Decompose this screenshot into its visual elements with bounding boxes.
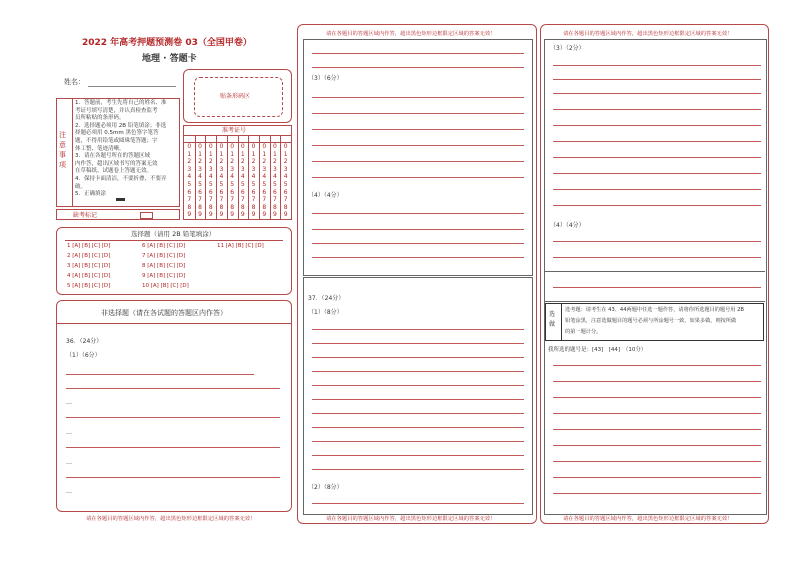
column-2 — [297, 24, 537, 524]
exam-digit-bubble[interactable]: 1 — [240, 150, 245, 158]
q36-label: 36．（24分） — [66, 338, 103, 345]
exam-digit-bubble[interactable]: 6 — [251, 188, 256, 196]
exam-digit-bubble[interactable]: 4 — [187, 173, 192, 181]
exam-digit-bubble[interactable]: 4 — [273, 173, 277, 181]
exam-digit-bubble[interactable]: 1 — [273, 150, 277, 158]
exam-digit-bubble[interactable]: 0 — [262, 143, 267, 150]
exam-digit-bubble[interactable]: 2 — [230, 158, 235, 166]
exam-digit-bubble[interactable]: 2 — [251, 158, 256, 166]
note-line: 考证号填写清楚，并认真检查监考 — [75, 107, 158, 114]
col2-q3: （3）（6分） — [308, 75, 343, 82]
page-subtitle: 地理 · 答题卡 — [142, 54, 197, 64]
exam-digit-bubble[interactable]: 6 — [187, 188, 192, 196]
exam-digit-bubble[interactable]: 8 — [251, 203, 256, 211]
exam-digit-bubble[interactable]: 4 — [240, 173, 245, 181]
barcode-label: 贴条形码区 — [220, 93, 251, 100]
exam-digit-bubble[interactable]: 4 — [208, 173, 213, 181]
column-3 — [540, 24, 769, 524]
fill-sample — [116, 198, 125, 201]
non-mcq-title: 非选择题（请在各试题的答题区内作答） — [101, 309, 227, 317]
exam-digit-bubble[interactable]: 2 — [283, 158, 288, 166]
exam-digit-bubble[interactable]: 6 — [230, 188, 235, 196]
exam-digit-bubble[interactable]: 6 — [208, 188, 213, 196]
exam-digit-bubble[interactable]: 7 — [230, 196, 235, 204]
exam-number-grid — [183, 125, 292, 220]
elective-box — [545, 303, 764, 341]
exam-digit-bubble[interactable]: 3 — [251, 165, 256, 173]
note-line: 破。 — [75, 183, 87, 190]
exam-digit-bubble[interactable]: 8 — [208, 203, 213, 211]
exam-digit-bubble[interactable]: 6 — [219, 188, 224, 196]
exam-digit-bubble[interactable]: 0 — [198, 143, 202, 150]
exam-digit-bubble[interactable]: 9 — [230, 211, 235, 219]
exam-digit-bubble[interactable]: 5 — [208, 181, 213, 188]
note-line: 内作答，超出区域书写的答案无效 — [75, 160, 158, 167]
exam-digit-bubble[interactable]: 1 — [219, 150, 224, 158]
mcq-item[interactable]: 1 [A] [B] [C] [D] — [67, 243, 111, 249]
exam-digit-bubble[interactable]: 6 — [240, 188, 245, 196]
col2-q37: 37．（24分） — [308, 295, 345, 302]
elective-text-1: 选考题：请考生在 43、44两题中任选一题作答，请将你所选题目的题号用 2B — [565, 307, 744, 313]
exam-digit-bubble[interactable]: 6 — [262, 188, 267, 196]
exam-digit-bubble[interactable]: 4 — [219, 173, 224, 181]
col3-warning-bottom: 请在各题目的答题区域内作答，超出黑色矩形边框限定区域的答案无效！ — [563, 516, 733, 522]
exam-digit-bubble[interactable]: 8 — [262, 203, 267, 211]
note-line: 在草稿纸、试题卷上答题无效。 — [75, 168, 153, 175]
exam-digit-bubble[interactable]: 5 — [273, 181, 277, 188]
note-line: 5．正确填涂 — [75, 191, 106, 198]
note-line: 3．请在各题号所在的答题区域 — [75, 153, 151, 160]
exam-digit-bubble[interactable]: 7 — [251, 196, 256, 204]
notes-title: 注意事项 — [59, 131, 66, 169]
q36-sub1: （1）（6分） — [66, 352, 101, 359]
exam-digit-bubble[interactable]: 7 — [187, 196, 192, 204]
mcq-box — [56, 227, 292, 295]
mcq-item[interactable]: 10 [A] [B] [C] [D] — [142, 283, 189, 289]
exam-digit-bubble[interactable]: 9 — [187, 211, 192, 219]
missing-label: 缺考标记 — [73, 212, 98, 219]
elective-choice[interactable]: 我所选的题号是：[43] [44] （10分） — [548, 347, 647, 353]
mcq-item[interactable]: 9 [A] [B] [C] [D] — [142, 273, 186, 279]
mcq-item[interactable]: 3 [A] [B] [C] [D] — [67, 263, 111, 269]
exam-digit-bubble[interactable]: 7 — [240, 196, 245, 204]
exam-digit-bubble[interactable]: 5 — [251, 181, 256, 188]
exam-digit-bubble[interactable]: 1 — [283, 150, 288, 158]
exam-digit-bubble[interactable]: 9 — [208, 211, 213, 219]
exam-digit-bubble[interactable]: 9 — [240, 211, 245, 219]
exam-digit-bubble[interactable]: 4 — [283, 173, 288, 181]
exam-digit-bubble[interactable]: 5 — [283, 181, 288, 188]
name-field[interactable] — [88, 86, 176, 87]
exam-digit-bubble[interactable]: 3 — [230, 165, 235, 173]
exam-digit-bubble[interactable]: 3 — [273, 165, 277, 173]
note-line: 体工整、笔迹清晰。 — [75, 145, 125, 152]
exam-digit-bubble[interactable]: 2 — [273, 158, 277, 166]
exam-digit-bubble[interactable]: 0 — [219, 143, 224, 150]
exam-digit-bubble[interactable]: 0 — [240, 143, 245, 150]
name-label: 姓名： — [64, 78, 85, 86]
note-line: 择题必须用 0.5mm 黑色签字笔答 — [75, 130, 159, 137]
exam-digit-bubble[interactable]: 9 — [219, 211, 224, 219]
exam-digit-bubble[interactable]: 5 — [240, 181, 245, 188]
col3-q4: （4）（4分） — [550, 222, 585, 229]
exam-digit-bubble[interactable]: 8 — [273, 203, 277, 211]
exam-digit-bubble[interactable]: 5 — [219, 181, 224, 188]
exam-digit-bubble[interactable]: 8 — [283, 203, 288, 211]
exam-digit-bubble[interactable]: 3 — [283, 165, 288, 173]
col2-warning-top: 请在各题目的答题区域内作答，超出黑色矩形边框限定区域的答案无效！ — [326, 31, 496, 37]
note-line: 4．保持卡面清洁，不要折叠、不要弄 — [75, 176, 167, 182]
exam-digit-bubble[interactable]: 8 — [240, 203, 245, 211]
non-mcq-box: 非选择题（请在各试题的答题区内作答） 36．（24分） （1）（6分） … … … … — [56, 300, 292, 512]
exam-digit-bubble[interactable]: 0 — [273, 143, 277, 150]
exam-digit-bubble[interactable]: 9 — [251, 211, 256, 219]
elective-label: 选做 — [549, 311, 556, 328]
exam-digit-bubble[interactable]: 0 — [208, 143, 213, 150]
exam-digit-bubble[interactable]: 5 — [198, 181, 202, 188]
exam-digit-bubble[interactable]: 4 — [262, 173, 267, 181]
exam-digit-bubble[interactable]: 0 — [251, 143, 256, 150]
exam-digit-bubble[interactable]: 1 — [198, 150, 202, 158]
exam-digit-bubble[interactable]: 2 — [187, 158, 192, 166]
exam-digit-bubble[interactable]: 2 — [198, 158, 202, 166]
exam-digit-bubble[interactable]: 9 — [262, 211, 267, 219]
exam-digit-bubble[interactable]: 2 — [240, 158, 245, 166]
exam-digit-bubble[interactable]: 8 — [219, 203, 224, 211]
exam-digit-bubble[interactable]: 2 — [262, 158, 267, 166]
exam-digit-bubble[interactable]: 7 — [273, 196, 277, 204]
mcq-item[interactable]: 2 [A] [B] [C] [D] — [67, 253, 111, 259]
col2-q37-1: （1）（8分） — [308, 309, 343, 316]
exam-digit-bubble[interactable]: 3 — [262, 165, 267, 173]
exam-digit-bubble[interactable]: 7 — [219, 196, 224, 204]
elective-text-2: 铅笔涂黑，注意选做题目的题号必须与所涂题号一致，如果多做，则按所做 — [565, 318, 737, 324]
exam-digit-bubble[interactable]: 5 — [262, 181, 267, 188]
missing-checkbox[interactable] — [140, 212, 153, 219]
exam-digit-bubble[interactable]: 1 — [230, 150, 235, 158]
mcq-item[interactable]: 5 [A] [B] [C] [D] — [67, 283, 111, 289]
exam-digit-bubble[interactable]: 7 — [208, 196, 213, 204]
exam-digit-bubble[interactable]: 0 — [283, 143, 288, 150]
exam-digit-bubble[interactable]: 4 — [251, 173, 256, 181]
exam-digit-bubble[interactable]: 6 — [283, 188, 288, 196]
mcq-item[interactable]: 11 [A] [B] [C] [D] — [217, 243, 264, 249]
exam-digit-bubble[interactable]: 9 — [273, 211, 277, 219]
exam-digit-bubble[interactable]: 3 — [187, 165, 192, 173]
exam-digit-bubble[interactable]: 7 — [262, 196, 267, 204]
note-line: 题，不得用铅笔或圆珠笔答题；字 — [75, 138, 158, 144]
mcq-item[interactable]: 6 [A] [B] [C] [D] — [142, 243, 186, 249]
mcq-title: 选择题（请用 2B 铅笔填涂） — [131, 230, 216, 238]
exam-digit-bubble[interactable]: 9 — [198, 211, 202, 219]
col2-q4: （4）（4分） — [308, 192, 343, 199]
elective-text-3: 的第一题计分。 — [565, 329, 602, 335]
exam-digit-bubble[interactable]: 2 — [219, 158, 224, 166]
col3-warning-top: 请在各题目的答题区域内作答，超出黑色矩形边框限定区域的答案无效！ — [563, 31, 733, 37]
exam-number-label: 准考证号 — [222, 127, 247, 134]
exam-digit-bubble[interactable]: 6 — [198, 188, 202, 196]
col1-warning: 请在各题目的答题区域内作答，超出黑色矩形边框限定区域的答案无效！ — [86, 516, 256, 522]
exam-digit-bubble[interactable]: 7 — [283, 196, 288, 204]
exam-digit-bubble[interactable]: 8 — [198, 203, 202, 211]
exam-digit-bubble[interactable]: 4 — [198, 173, 202, 181]
page-title: 2022 年高考押题预测卷 03（全国甲卷） — [82, 38, 252, 48]
note-line: 员所粘贴的条形码。 — [75, 115, 125, 122]
note-line: 1．答题前，考生先将自己的姓名、准 — [75, 100, 167, 106]
mcq-item[interactable]: 4 [A] [B] [C] [D] — [67, 273, 111, 279]
missing-mark-row — [56, 209, 180, 220]
col2-warning-bottom: 请在各题目的答题区域内作答，超出黑色矩形边框限定区域的答案无效！ — [326, 516, 496, 522]
exam-digit-bubble[interactable]: 1 — [208, 150, 213, 158]
exam-digit-bubble[interactable]: 6 — [273, 188, 277, 196]
exam-digit-bubble[interactable]: 7 — [198, 196, 202, 204]
exam-digit-bubble[interactable]: 3 — [198, 165, 202, 173]
mcq-item[interactable]: 7 [A] [B] [C] [D] — [142, 253, 186, 259]
exam-digit-bubble[interactable]: 5 — [187, 181, 192, 188]
exam-digit-bubble[interactable]: 2 — [208, 158, 213, 166]
note-line: 2．选择题必须用 2B 铅笔填涂；非选 — [75, 122, 167, 129]
exam-digit-bubble[interactable]: 4 — [230, 173, 235, 181]
exam-digit-bubble[interactable]: 3 — [219, 165, 224, 173]
exam-digit-bubble[interactable]: 5 — [230, 181, 235, 188]
exam-digit-bubble[interactable]: 8 — [187, 203, 192, 211]
exam-digit-bubble[interactable]: 9 — [283, 211, 288, 219]
exam-digit-bubble[interactable]: 3 — [240, 165, 245, 173]
exam-digit-bubble[interactable]: 1 — [262, 150, 267, 158]
exam-digit-bubble[interactable]: 0 — [187, 143, 192, 150]
exam-digit-bubble[interactable]: 0 — [230, 143, 235, 150]
exam-digit-bubble[interactable]: 1 — [251, 150, 256, 158]
exam-digit-bubble[interactable]: 1 — [187, 150, 192, 158]
col3-q3: （3）（2分） — [550, 45, 585, 52]
mcq-item[interactable]: 8 [A] [B] [C] [D] — [142, 263, 186, 269]
exam-digit-bubble[interactable]: 3 — [208, 165, 213, 173]
col2-q37-2: （2）（8分） — [308, 484, 343, 491]
barcode-area — [183, 69, 292, 123]
exam-digit-bubble[interactable]: 8 — [230, 203, 235, 211]
